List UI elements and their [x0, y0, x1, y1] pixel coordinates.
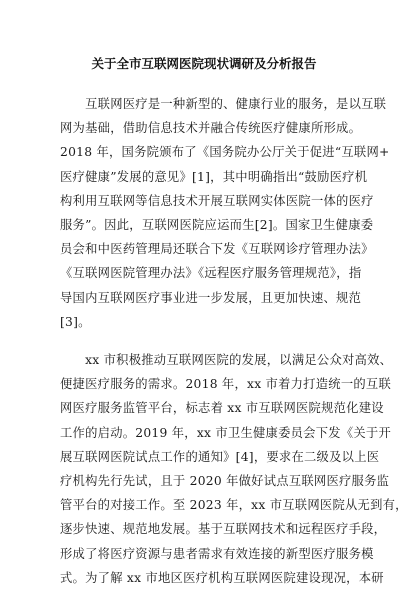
text-line: 服务”。因此，互联网医院应运而生[2]。国家卫生健康委	[60, 218, 374, 233]
text-line: 2018 年，国务院颁布了《国务院办公厅关于促进“互联网+	[60, 145, 390, 160]
text-line: 便捷医疗服务的需求。2018 年，xx 市着力打造统一的互联	[60, 377, 392, 392]
text-line: 导国内互联网医疗事业进一步发展，且更加快速、规范	[60, 290, 362, 305]
paragraph-1	[60, 92, 390, 334]
document-title: 关于全市互联网医院现状调研及分析报告	[91, 56, 317, 71]
text-line: 医疗健康”发展的意见》[1]，其中明确指出“鼓励医疗机	[60, 169, 368, 184]
text-line: 展互联网医院试点工作的通知》[4]，要求在二级及以上医	[60, 449, 380, 464]
text-line: 网为基础，借助信息技术并融合传统医疗健康所形成。	[60, 121, 362, 136]
text-line: 构利用互联网等信息技术开展互联网实体医院一体的医疗	[60, 193, 374, 208]
text-line: 工作的启动。2019 年，xx 市卫生健康委员会下发《关于开	[60, 425, 392, 440]
text-line: xx 市积极推动互联网医院的发展，以满足公众对高效、	[60, 353, 393, 368]
text-line: 员会和中医药管理局还联合下发《互联网诊疗管理办法》	[60, 242, 374, 257]
text-line: 互联网医疗是一种新型的、健康行业的服务，是以互联	[60, 97, 387, 111]
text-line: 网医疗服务监管平台，标志着 xx 市互联网医院规范化建设	[60, 401, 384, 416]
text-line: 式。为了解 xx 市地区医疗机构互联网医院建设现况，本研	[60, 570, 384, 585]
text-line: 管平台的对接工作。至 2023 年，xx 市互联网医院从无到有，	[60, 498, 408, 513]
text-line: [3]。	[60, 314, 91, 329]
text-line: 疗机构先行先试，且于 2020 年做好试点互联网医疗服务监	[60, 474, 390, 489]
paragraph-2	[60, 348, 408, 590]
text-line: 逐步快速、规范地发展。基于互联网技术和远程医疗手段，	[60, 522, 387, 537]
text-line: 形成了将医疗资源与患者需求有效连接的新型医疗服务模	[60, 546, 374, 561]
text-line: 《互联网医院管理办法》《远程医疗服务管理规范》，指	[60, 266, 362, 281]
